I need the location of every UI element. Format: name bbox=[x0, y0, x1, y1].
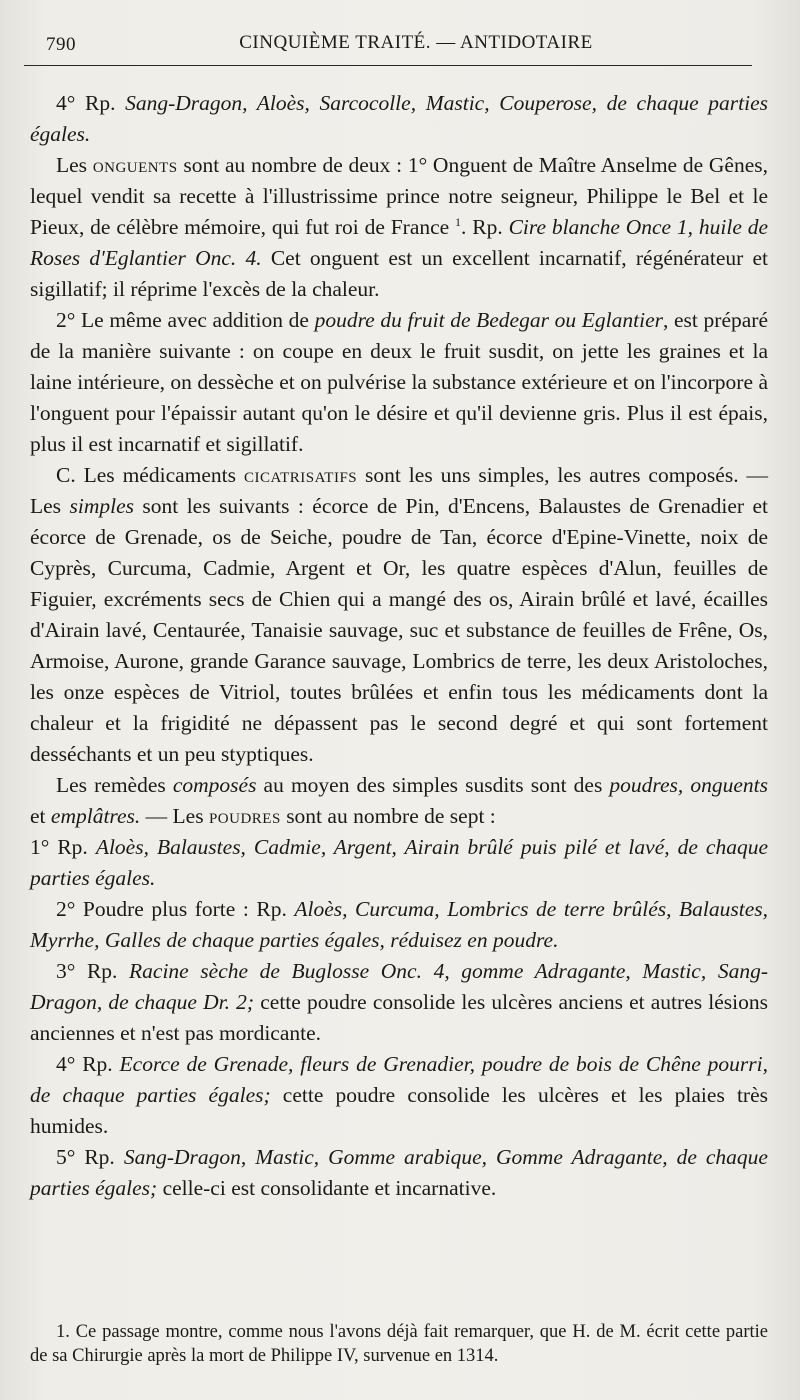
footnote-text: 1. Ce passage montre, comme nous l'avons déjà fait remarquer, que H. de M. écrit cette partie de sa Chirurgie après la mort de Philippe IV, survenue en 1314. bbox=[30, 1322, 768, 1366]
body-text bbox=[30, 88, 768, 1204]
page-number: 790 bbox=[46, 34, 76, 55]
page-header bbox=[24, 28, 748, 62]
paragraph-composes: Les remèdes composés au moyen des simples susdits sont des poudres, onguents et emplâtres. — Les poudres sont au nombre de sept : bbox=[30, 773, 768, 828]
paragraph-poudre-4: 4° Rp. Ecorce de Grenade, fleurs de Grenadier, poudre de bois de Chêne pourri, de chaque parties égales; cette poudre consolide les ulcères et les plaies très humides. bbox=[30, 1052, 769, 1138]
paragraph-poudre-5: 5° Rp. Sang-Dragon, Mastic, Gomme arabique, Gomme Adragante, de chaque parties égales; celle-ci est consolidante et incarnative. bbox=[30, 1145, 768, 1200]
footnote-ref: 1 bbox=[455, 214, 462, 229]
running-title: CINQUIÈME TRAITÉ. — ANTIDOTAIRE bbox=[239, 32, 593, 53]
paragraph-cicatrisatifs: C. Les médicaments cicatrisatifs sont les uns simples, les autres composés. — Les simples sont les suivants : écorce de Pin, d'Encens, Balaustes de Grenadier et écorce de Grenade, os de Seiche, poudre de Tan, écorce d'Epine-Vinette, noix de Cyprès, Curcuma, Cadmie, Argent et Or, les quatre espèces d'Alun, feuilles de Figuier, excréments secs de Chien qui a mangé des os, Airain brûlé et lavé, écailles d'Airain lavé, Centaurée, Tanaisie sauvage, suc et substance de feuilles de Frêne, Os, Armoise, Aurone, grande Garance sauvage, Lombrics de terre, les deux Aristoloches, les onze espèces de Vitriol, toutes brûlées et enfin tous les médicaments dont la chaleur et la frigidité ne dépassent pas le second degré et qui sont fortement desséchants et un peu styptiques. bbox=[30, 463, 769, 766]
paragraph-recipe-4: 4° Rp. Sang-Dragon, Aloès, Sarcocolle, Mastic, Couperose, de chaque parties égales. bbox=[30, 91, 768, 146]
paragraph-poudre-1: 1° Rp. Aloès, Balaustes, Cadmie, Argent, Airain brûlé puis pilé et lavé, de chaque parties égales. bbox=[30, 835, 768, 890]
header-rule bbox=[24, 65, 752, 66]
paragraph-bedegar: 2° Le même avec addition de poudre du fruit de Bedegar ou Eglantier, est préparé de la manière suivante : on coupe en deux le fruit susdit, on jette les graines et la laine intérieure, on dessèche et on pulvérise la substance extérieure et on l'incorpore à l'onguent pour l'épaissir autant qu'on le désire et qu'il devienne gris. Plus il est épais, plus il est incarnatif et sigillatif. bbox=[30, 308, 768, 456]
paragraph-onguents: Les onguents sont au nombre de deux : 1° Onguent de Maître Anselme de Gênes, lequel vendit sa recette à l'illustrissime prince notre seigneur, Philippe le Bel et le Pieux, de célèbre mémoire, qui fut roi de France $^1$. Rp. Cire blanche Once 1, huile de Roses d'Eglantier Onc. 4. Cet onguent est un excellent incarnatif, régénérateur et sigillatif; il réprime l'excès de la chaleur. bbox=[30, 153, 769, 301]
footnote bbox=[30, 1320, 768, 1368]
paragraph-poudre-3: 3° Rp. Racine sèche de Buglosse Onc. 4, gomme Adragante, Mastic, Sang-Dragon, de chaque Dr. 2; cette poudre consolide les ulcères anciens et autres lésions anciennes et n'est pas mordicante. bbox=[30, 959, 768, 1045]
paragraph-poudre-2: 2° Poudre plus forte : Rp. Aloès, Curcuma, Lombrics de terre brûlés, Balaustes, Myrrhe, Galles de chaque parties égales, réduisez en poudre. bbox=[30, 897, 768, 952]
